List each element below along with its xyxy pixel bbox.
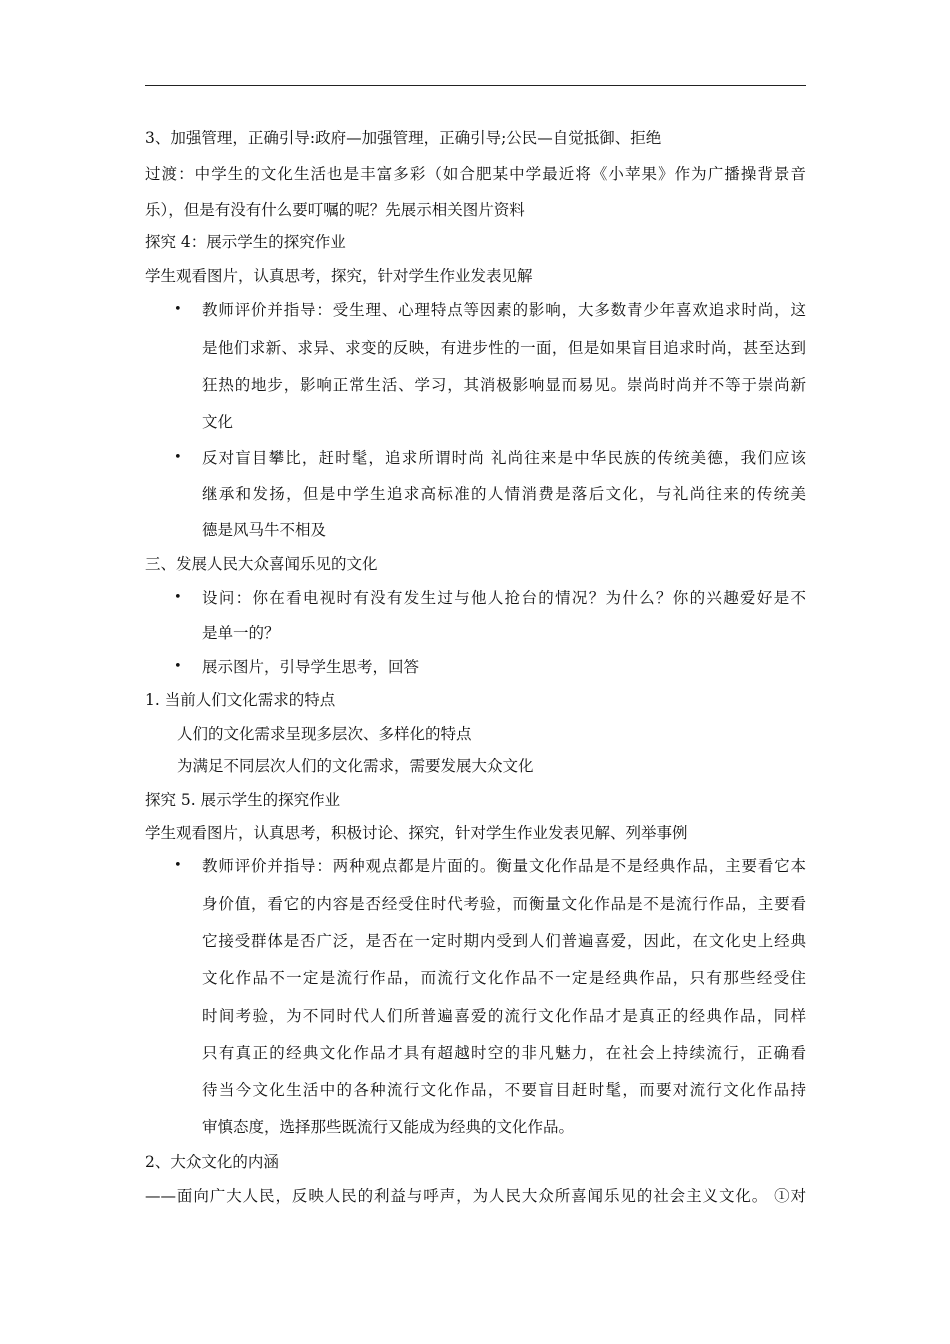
text-line: 是他们求新、求异、求变的反映，有进步性的一面，但是如果盲目追求时尚，甚至达到 bbox=[202, 339, 806, 357]
text-line: 文化 bbox=[202, 413, 234, 431]
text-line: 它接受群体是否广泛，是否在一定时期内受到人们普遍喜爱，因此，在文化史上经典 bbox=[202, 932, 806, 950]
text-line: 为满足不同层次人们的文化需求，需要发展大众文化 bbox=[177, 757, 534, 775]
text-line: 教师评价并指导：两种观点都是片面的。衡量文化作品是不是经典作品，主要看它本 bbox=[202, 857, 806, 875]
text-line: 学生观看图片，认真思考，积极讨论、探究，针对学生作业发表见解、列举事例 bbox=[145, 824, 688, 842]
bullet-icon: • bbox=[174, 659, 182, 674]
bullet-icon: • bbox=[174, 450, 182, 465]
section-heading: 1. 当前人们文化需求的特点 bbox=[145, 691, 336, 709]
bullet-icon: • bbox=[174, 590, 182, 605]
text-line: 德是风马牛不相及 bbox=[202, 521, 327, 539]
header-rule bbox=[145, 85, 806, 86]
text-line: 狂热的地步，影响正常生活、学习，其消极影响显而易见。崇尚时尚并不等于崇尚新 bbox=[202, 376, 806, 394]
text-line: 时间考验，为不同时代人们所普遍喜爱的流行文化作品才是真正的经典作品，同样 bbox=[202, 1007, 806, 1025]
text-line: 教师评价并指导：受生理、心理特点等因素的影响，大多数青少年喜欢追求时尚，这 bbox=[202, 301, 806, 319]
section-heading: 探究 5. 展示学生的探究作业 bbox=[145, 791, 341, 809]
text-line: 审慎态度，选择那些既流行又能成为经典的文化作品。 bbox=[202, 1118, 575, 1136]
text-line: ——面向广大人民，反映人民的利益与呼声，为人民大众所喜闻乐见的社会主义文化。 ①对 bbox=[145, 1187, 806, 1205]
section-heading: 2、大众文化的内涵 bbox=[145, 1153, 279, 1171]
bullet-icon: • bbox=[174, 302, 182, 317]
bullet-icon: • bbox=[174, 858, 182, 873]
text-line: 展示图片，引导学生思考，回答 bbox=[202, 658, 420, 676]
text-line: 待当今文化生活中的各种流行文化作品，不要盲目赶时髦，而要对流行文化作品持 bbox=[202, 1081, 806, 1099]
text-line: 乐），但是有没有什么要叮嘱的呢？先展示相关图片资料 bbox=[145, 201, 525, 219]
text-line: 继承和发扬，但是中学生追求高标准的人情消费是落后文化，与礼尚往来的传统美 bbox=[202, 485, 806, 503]
section-heading: 探究 4：展示学生的探究作业 bbox=[145, 233, 346, 251]
text-line: 过渡：中学生的文化生活也是丰富多彩（如合肥某中学最近将《小苹果》作为广播操背景音 bbox=[145, 165, 806, 183]
text-line: 学生观看图片，认真思考，探究，针对学生作业发表见解 bbox=[145, 267, 533, 285]
text-line: 是单一的？ bbox=[202, 624, 280, 642]
section-heading: 三、发展人民大众喜闻乐见的文化 bbox=[145, 555, 378, 573]
text-line: 设问：你在看电视时有没有发生过与他人抢台的情况？为什么？你的兴趣爱好是不 bbox=[202, 589, 806, 607]
text-line: 文化作品不一定是流行作品，而流行文化作品不一定是经典作品，只有那些经受住 bbox=[202, 969, 806, 987]
text-line: 反对盲目攀比，赶时髦，追求所谓时尚 礼尚往来是中华民族的传统美德，我们应该 bbox=[202, 449, 806, 467]
text-line: 3、加强管理，正确引导:政府—加强管理，正确引导;公民—自觉抵御、拒绝 bbox=[145, 129, 662, 147]
text-line: 人们的文化需求呈现多层次、多样化的特点 bbox=[177, 725, 472, 743]
text-line: 身价值，看它的内容是否经受住时代考验，而衡量文化作品是不是流行作品，主要看 bbox=[202, 895, 806, 913]
text-line: 只有真正的经典文化作品才具有超越时空的非凡魅力，在社会上持续流行，正确看 bbox=[202, 1044, 806, 1062]
